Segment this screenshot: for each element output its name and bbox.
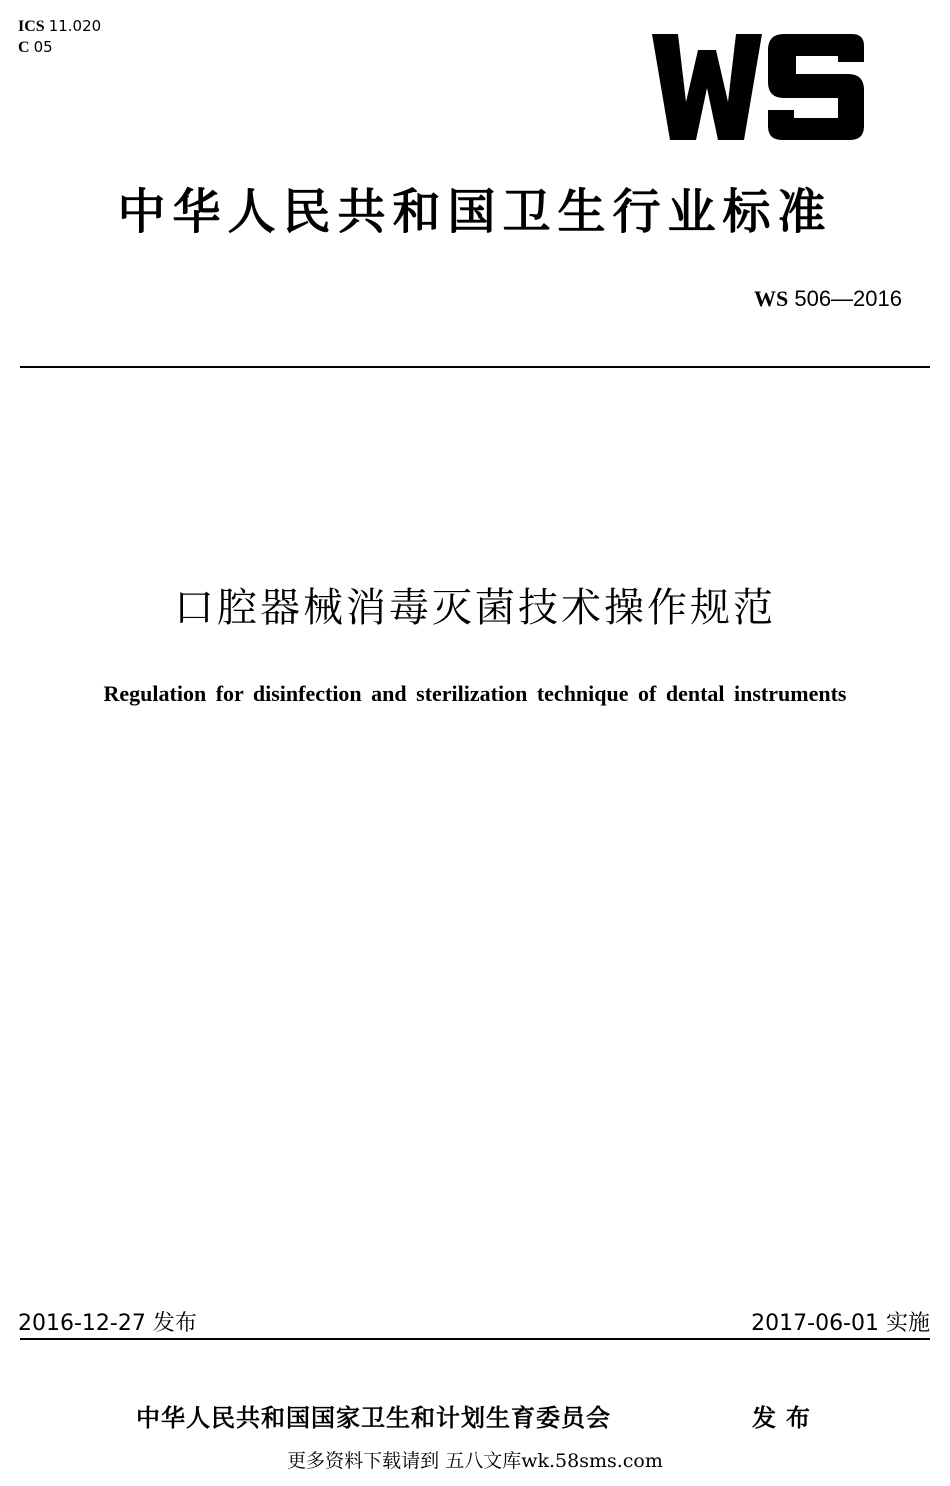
ws-logo xyxy=(648,30,868,145)
publish-label: 发布 xyxy=(752,1404,820,1432)
document-title-english: Regulation for disinfection and sterilization technique of dental instruments xyxy=(103,681,847,706)
footer-divider xyxy=(20,1338,930,1340)
download-footer: 更多资料下载请到 五八文库wk.58sms.com xyxy=(287,1450,663,1472)
implementation-date: 2017-06-01 实施 xyxy=(751,1311,930,1336)
standard-number xyxy=(754,286,902,312)
ics-value: 11.020 xyxy=(48,17,102,35)
issue-date: 2016-12-27 发布 xyxy=(18,1311,197,1336)
classification-codes xyxy=(18,16,101,58)
standard-number-value: 506—2016 xyxy=(794,286,902,311)
standard-prefix: WS xyxy=(753,286,789,311)
ics-label: ICS xyxy=(18,18,45,35)
ccs-code xyxy=(18,37,101,58)
ccs-label: C xyxy=(18,39,30,56)
ccs-value: 05 xyxy=(33,38,53,56)
publisher-name: 中华人民共和国国家卫生和计划生育委员会 xyxy=(136,1404,611,1432)
industry-standard-title: 中华人民共和国卫生行业标准 xyxy=(117,184,833,240)
header-divider xyxy=(20,366,930,368)
document-title-chinese: 口腔器械消毒灭菌技术操作规范 xyxy=(174,585,776,631)
ics-code xyxy=(18,16,101,37)
